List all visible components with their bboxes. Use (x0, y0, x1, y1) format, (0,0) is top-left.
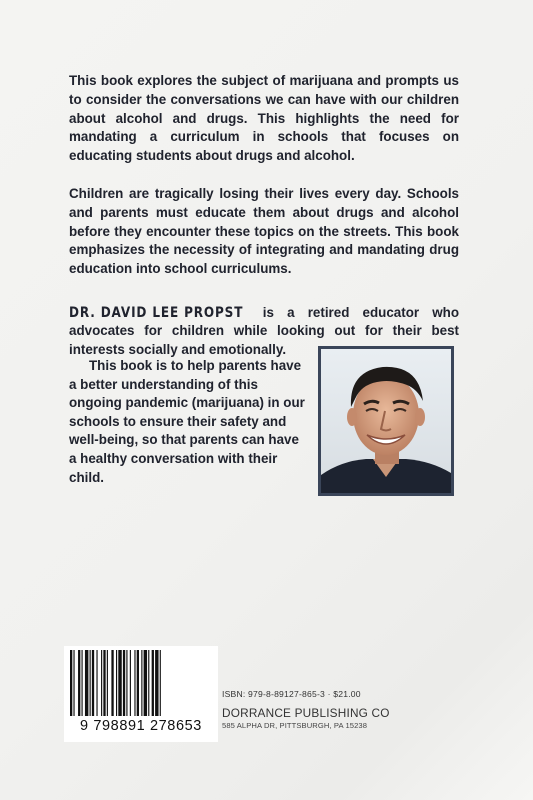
isbn-barcode (64, 646, 218, 742)
publisher-address: 585 ALPHA DR, PITTSBURGH, PA 15238 (222, 721, 368, 730)
isbn-price: ISBN: 979-8-89127-865-3 · $21.00 (222, 689, 361, 699)
publisher-name: DORRANCE PUBLISHING CO (222, 706, 390, 720)
author-name: DR. DAVID LEE PROPST (69, 305, 244, 321)
description-paragraph-2: Children are tragically losing their lives every day. Schools and parents must educate them about drugs and alcohol before they encounter these topics on the streets. This book emphasizes the necessity of integrating and mandating drug education into school curriculums. (69, 186, 459, 277)
author-bio-text: is a retired educator who advocates for children while looking out for their best interests socially and emotionally. (69, 305, 459, 357)
barcode-bars (64, 646, 218, 718)
author-bio-continued: This book is to help parents have a better understanding of this ongoing pandemic (marijuana) in our schools to ensure their safety and well-being, so that parents can have a healthy conversation with their child. (69, 358, 305, 485)
barcode-number: 9 798891 278653 (80, 718, 202, 734)
description-paragraph-1: This book explores the subject of marijuana and prompts us to consider the conversations we can have with our children about alcohol and drugs. This highlights the need for mandating a curriculum in schools that focuses on educating students about drugs and alcohol. (69, 73, 459, 164)
author-photo (318, 346, 454, 496)
